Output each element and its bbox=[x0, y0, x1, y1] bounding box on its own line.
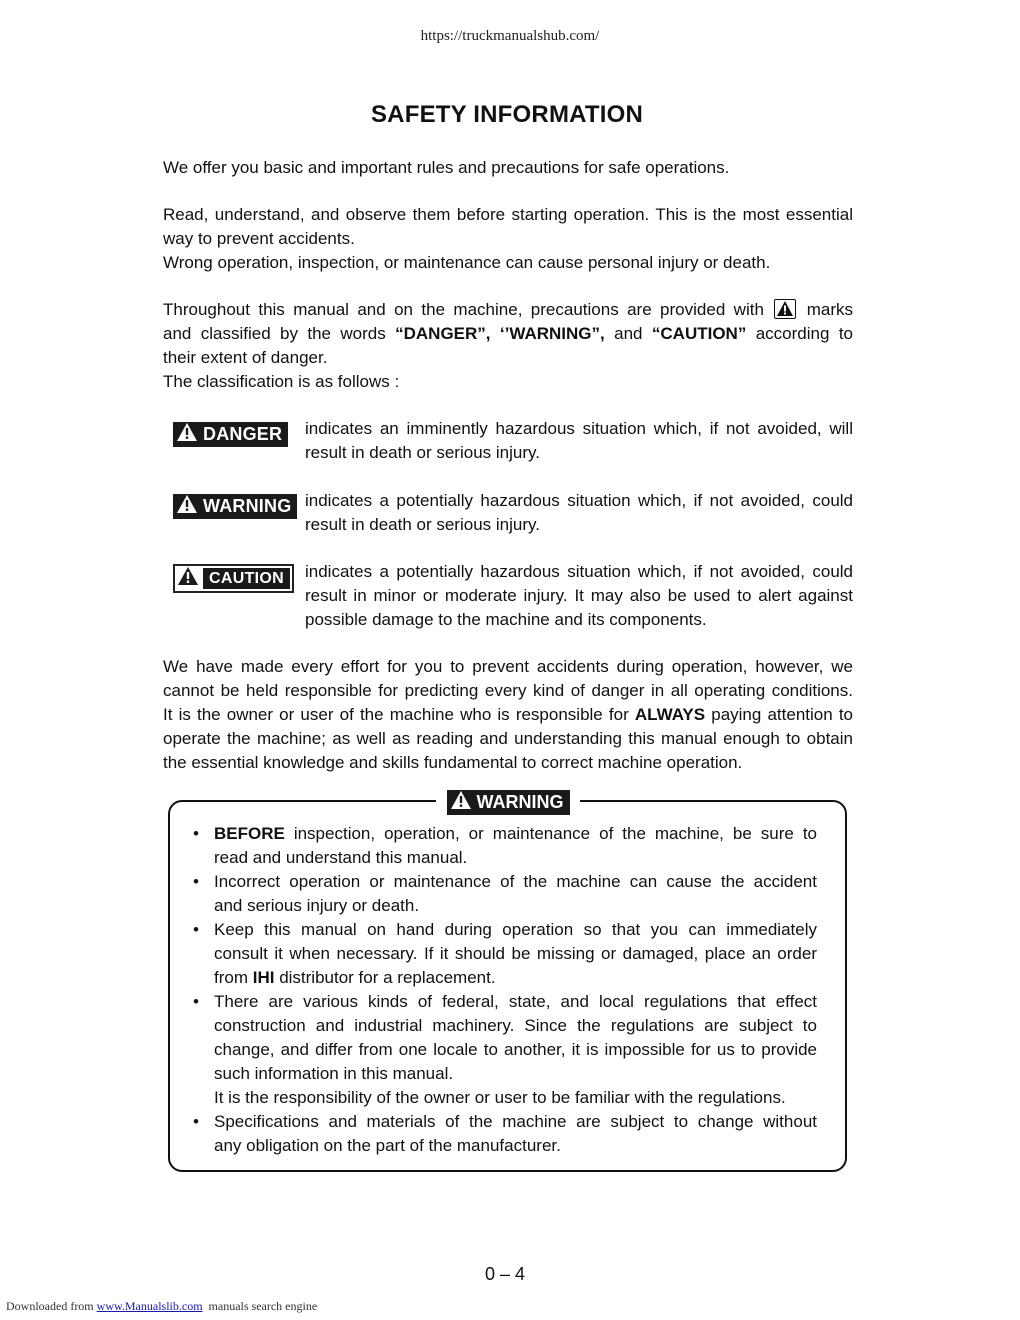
bullet-dot: • bbox=[193, 920, 199, 939]
throughout-line-3: their extent of danger. bbox=[163, 348, 328, 367]
warning-box-label-text: WARNING bbox=[476, 791, 564, 812]
bullet4-line-1: There are various kinds of federal, state, and local regulations that effect bbox=[214, 992, 817, 1011]
list-item bbox=[190, 918, 817, 990]
effort-line3-a: It is the owner or user of the machine who is responsible for bbox=[163, 705, 635, 724]
warning-word: ‘’WARNING”, bbox=[499, 324, 605, 343]
warning-desc-line-1: indicates a potentially hazardous situation which, if not avoided, could bbox=[305, 491, 853, 510]
page-title: SAFETY INFORMATION bbox=[370, 101, 644, 128]
bullet1-line-1 bbox=[214, 822, 817, 846]
effort-line-1: We have made every effort for you to prevent accidents during operation, however, we bbox=[163, 657, 853, 676]
warning-triangle-icon bbox=[176, 494, 198, 519]
warning-description bbox=[305, 489, 853, 537]
effort-line-5: the essential knowledge and skills fundamental to correct machine operation. bbox=[163, 753, 743, 772]
bullet1-line-2: read and understand this manual. bbox=[214, 848, 468, 867]
bullet5-line-2: any obligation on the part of the manufacturer. bbox=[214, 1136, 561, 1155]
effort-line3-b: paying attention to bbox=[705, 705, 853, 724]
effort-line-2: cannot be held responsible for predicting every kind of danger in all operating conditions. bbox=[163, 681, 853, 700]
footer bbox=[6, 1299, 317, 1314]
bullet4-line-5: It is the responsibility of the owner or user to be familiar with the regulations. bbox=[214, 1088, 786, 1107]
caution-desc-line-3: possible damage to the machine and its components. bbox=[305, 610, 707, 629]
list-item bbox=[190, 870, 817, 918]
warning-label-text: WARNING bbox=[203, 496, 292, 516]
ihi-word: IHI bbox=[252, 968, 275, 987]
always-word: ALWAYS bbox=[634, 705, 706, 724]
read-paragraph bbox=[163, 203, 853, 275]
bullet2-line-1: Incorrect operation or maintenance of the machine can cause the accident bbox=[214, 872, 817, 891]
warning-triangle-icon bbox=[177, 566, 199, 591]
warning-box-header bbox=[436, 788, 580, 816]
caution-word: “CAUTION” bbox=[651, 324, 747, 343]
page-number: 0 – 4 bbox=[484, 1264, 526, 1284]
throughout-line-4: The classification is as follows : bbox=[163, 372, 400, 391]
bullet-dot: • bbox=[193, 992, 199, 1011]
throughout-line2-a: and classified by the words bbox=[163, 324, 396, 343]
throughout-line2-end: according to bbox=[746, 324, 853, 343]
read-line-2: way to prevent accidents. bbox=[163, 229, 355, 248]
footer-suffix: manuals search engine bbox=[202, 1299, 318, 1313]
bullet3-line-2: consult it when necessary. If it should be missing or damaged, place an order bbox=[214, 944, 817, 963]
caution-description bbox=[305, 560, 853, 632]
bullet-dot: • bbox=[193, 872, 199, 891]
bullet3-line3-b: distributor for a replacement. bbox=[274, 968, 496, 987]
bullet-dot: • bbox=[193, 824, 199, 843]
warning-desc-line-2: result in death or serious injury. bbox=[305, 515, 540, 534]
and-word: and bbox=[604, 324, 652, 343]
throughout-pre-icon: Throughout this manual and on the machine, precautions are provided with bbox=[163, 300, 764, 319]
effort-line-3 bbox=[163, 703, 853, 727]
footer-prefix: Downloaded from bbox=[6, 1299, 97, 1313]
warning-bullet-list bbox=[190, 822, 817, 1158]
throughout-paragraph bbox=[163, 298, 853, 394]
before-word: BEFORE bbox=[214, 824, 285, 843]
effort-paragraph bbox=[163, 655, 853, 775]
manualslib-link[interactable]: www.Manualslib.com bbox=[96, 1299, 203, 1313]
bullet4-line-3: change, and differ from one locale to another, it is impossible for us to provide bbox=[214, 1040, 817, 1059]
list-item bbox=[190, 1110, 817, 1158]
read-line-1: Read, understand, and observe them before starting operation. This is the most essential bbox=[163, 205, 853, 224]
warning-triangle-icon bbox=[176, 422, 198, 447]
bullet3-line3-a: from bbox=[214, 968, 253, 987]
bullet3-line-1: Keep this manual on hand during operation so that you can immediately bbox=[214, 920, 817, 939]
bullet3-line-3 bbox=[214, 966, 817, 990]
danger-desc-line-2: result in death or serious injury. bbox=[305, 443, 540, 462]
warning-triangle-icon bbox=[450, 790, 472, 815]
throughout-line-1 bbox=[163, 298, 853, 322]
bullet5-line-1: Specifications and materials of the machine are subject to change without bbox=[214, 1112, 817, 1131]
danger-label-text: DANGER bbox=[203, 424, 283, 444]
warning-label bbox=[173, 494, 297, 519]
bullet2-line-2: and serious injury or death. bbox=[214, 896, 420, 915]
effort-line-4: operate the machine; as well as reading and understanding this manual enough to obtain bbox=[163, 729, 853, 748]
bullet4-line-4: such information in this manual. bbox=[214, 1064, 454, 1083]
danger-description bbox=[305, 417, 853, 465]
bullet4-line-2: construction and industrial machinery. Since the regulations are subject to bbox=[214, 1016, 817, 1035]
intro-paragraph bbox=[163, 156, 853, 180]
warning-box-label bbox=[447, 790, 570, 815]
danger-word: “DANGER”, bbox=[395, 324, 491, 343]
bullet-dot: • bbox=[193, 1112, 199, 1131]
bullet1-line1-rest: inspection, operation, or maintenance of the machine, be sure to bbox=[284, 824, 817, 843]
throughout-line-2 bbox=[163, 322, 853, 346]
caution-desc-line-1: indicates a potentially hazardous situation which, if not avoided, could bbox=[305, 562, 853, 581]
danger-label bbox=[173, 422, 288, 447]
caution-label bbox=[173, 564, 294, 593]
throughout-post-icon: marks bbox=[806, 300, 853, 319]
list-item bbox=[190, 822, 817, 870]
danger-desc-line-1: indicates an imminently hazardous situation which, if not avoided, will bbox=[305, 419, 853, 438]
caution-label-text: CAUTION bbox=[203, 568, 290, 589]
read-line-3: Wrong operation, inspection, or maintenance can cause personal injury or death. bbox=[163, 253, 771, 272]
intro-text: We offer you basic and important rules and precautions for safe operations. bbox=[163, 158, 730, 177]
header-url: https://truckmanualshub.com/ bbox=[420, 28, 600, 44]
caution-desc-line-2: result in minor or moderate injury. It may also be used to alert against bbox=[305, 586, 853, 605]
list-item bbox=[190, 990, 817, 1110]
warning-triangle-icon bbox=[774, 299, 796, 319]
